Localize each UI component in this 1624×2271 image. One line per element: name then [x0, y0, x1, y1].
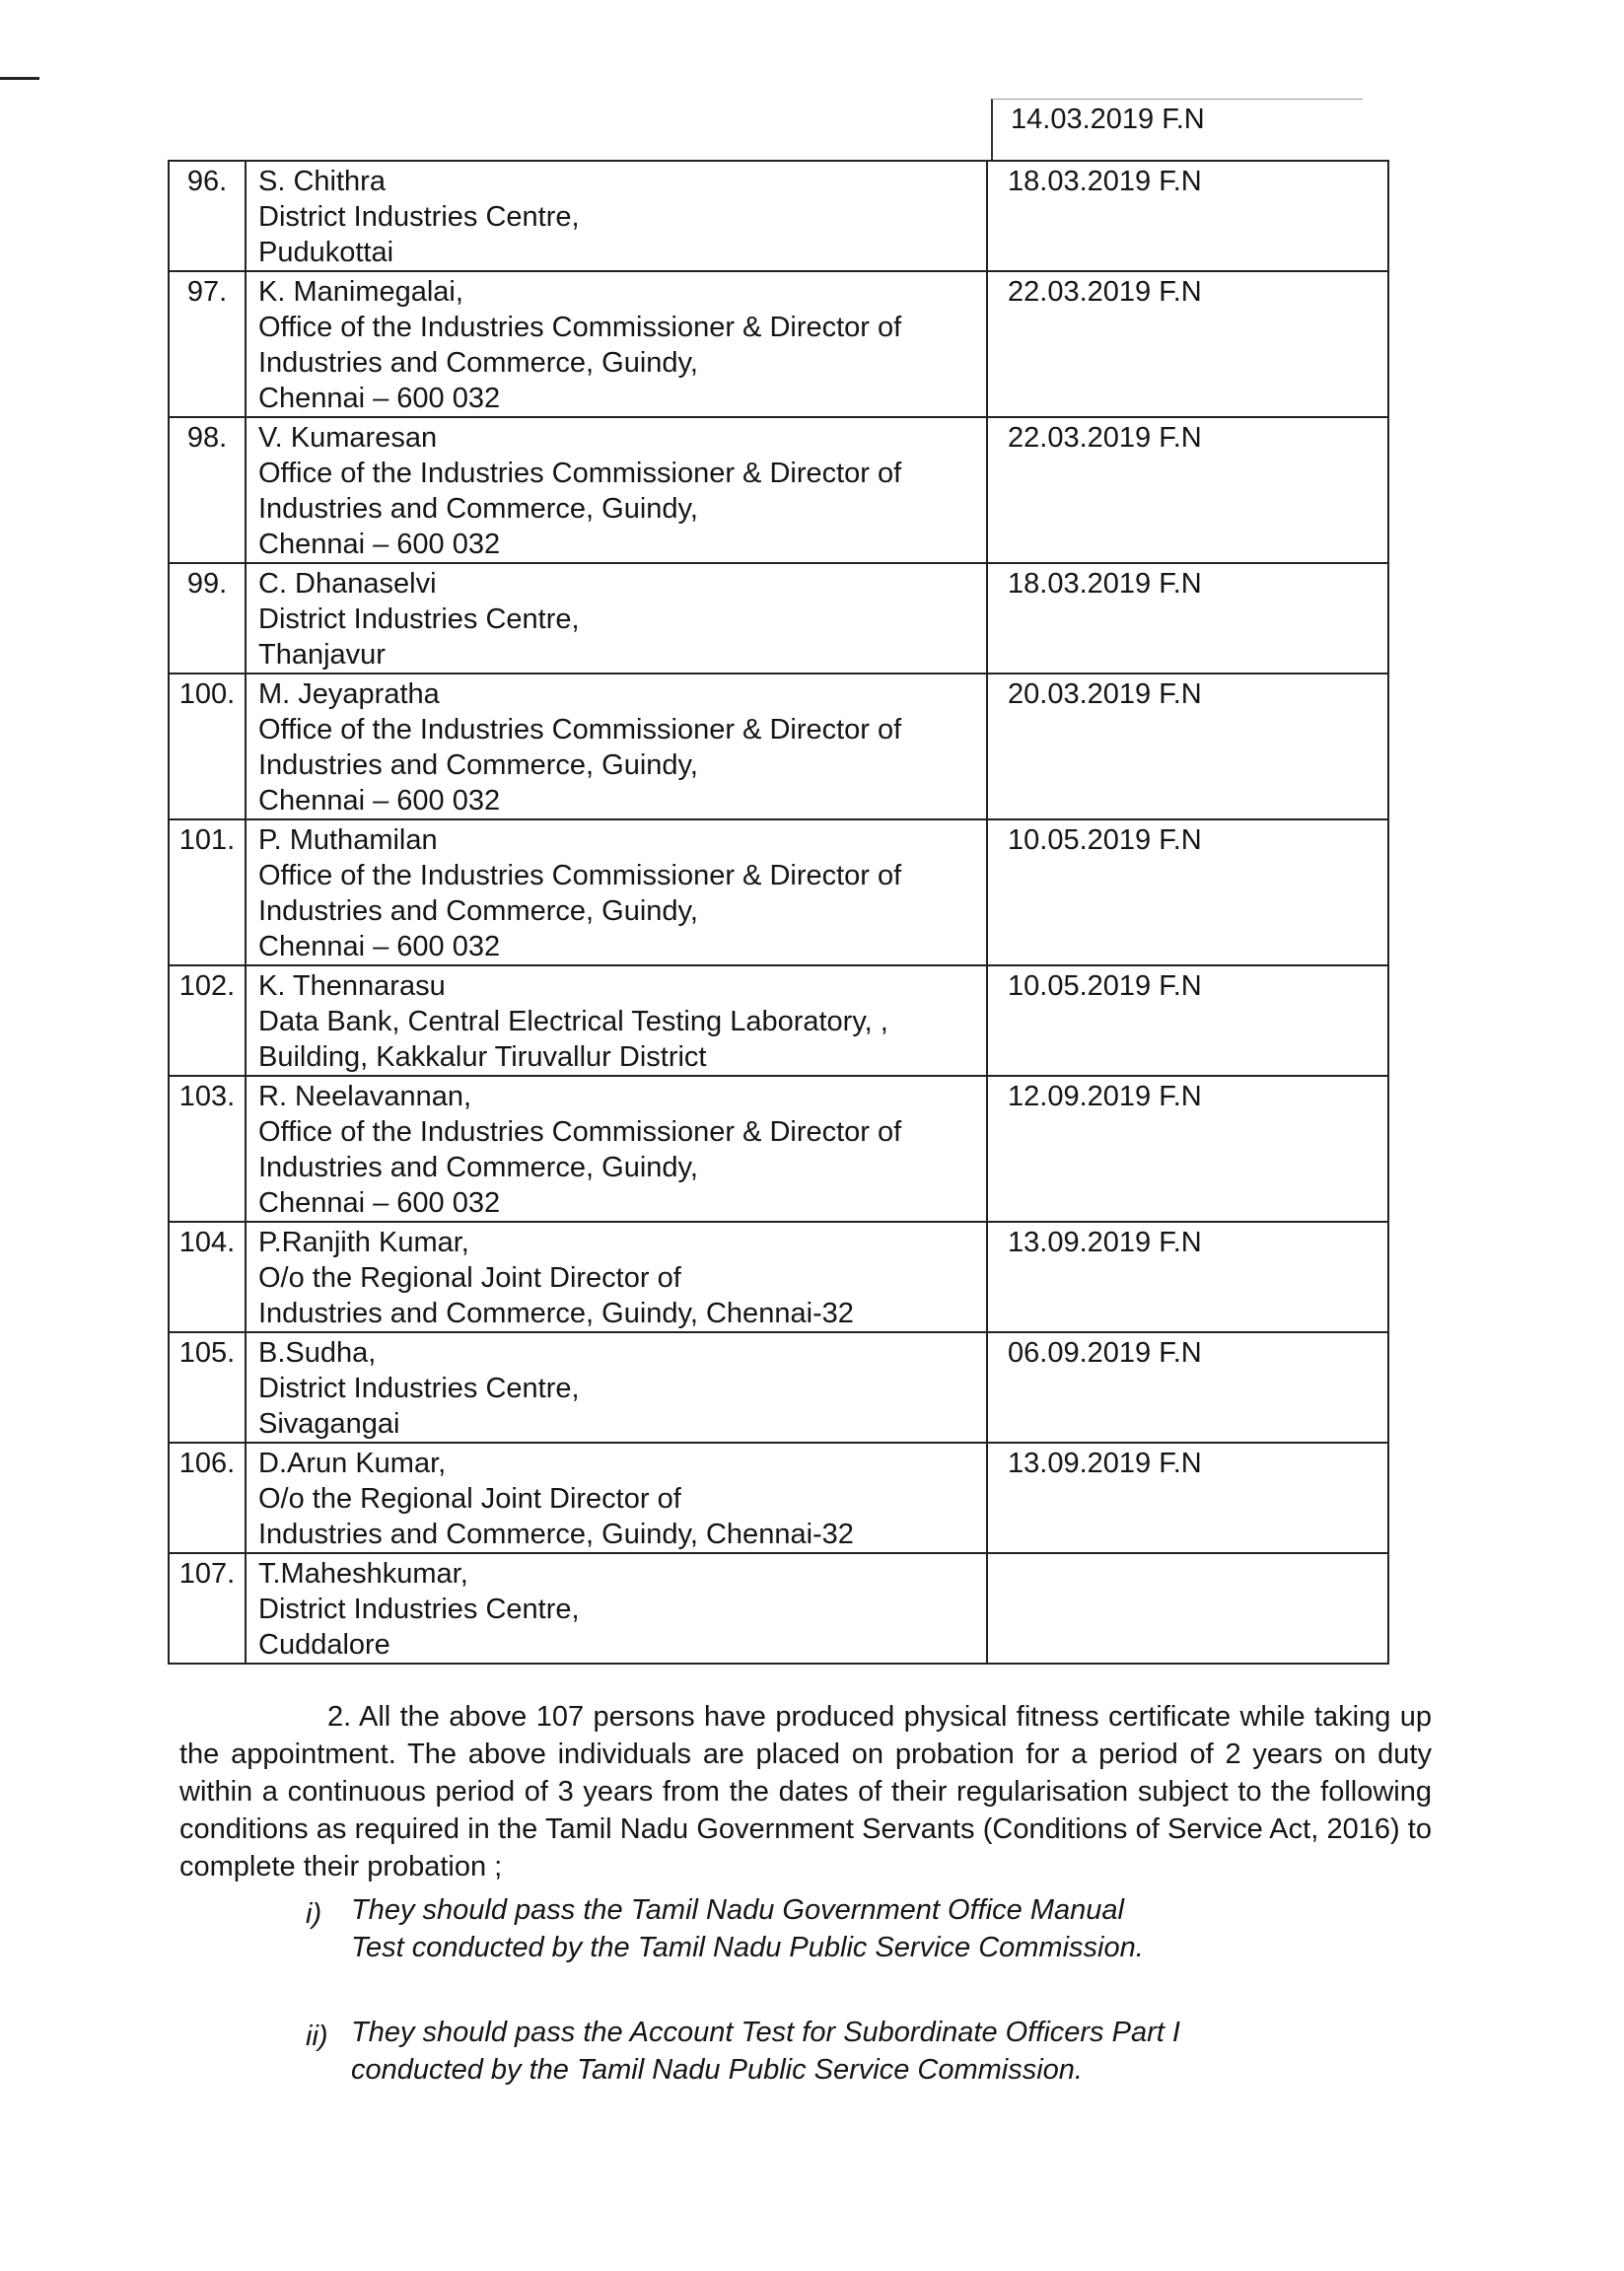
scan-mark: [0, 77, 39, 80]
table-row: [169, 1553, 1388, 1664]
name-address-cell: [246, 1076, 987, 1222]
address-line: Pudukottai: [258, 237, 394, 268]
address-line: District Industries Centre,: [258, 1373, 580, 1404]
address-line: Industries and Commerce, Guindy, Chennai-32: [258, 1519, 854, 1550]
table-row: [169, 563, 1388, 674]
person-name: P. Muthamilan: [258, 824, 438, 856]
person-name: D.Arun Kumar,: [258, 1448, 447, 1479]
address-line: Chennai – 600 032: [258, 785, 501, 816]
address-line: Cuddalore: [258, 1629, 390, 1661]
address-line: Industries and Commerce, Guindy, Chennai-32: [258, 1298, 854, 1329]
address-line: Thanjavur: [258, 639, 386, 671]
table-row: [169, 1222, 1388, 1332]
address-line: District Industries Centre,: [258, 603, 580, 635]
joining-date: 10.05.2019 F.N: [987, 965, 1388, 1076]
address-line: O/o the Regional Joint Director of: [258, 1262, 681, 1294]
serial-number: 107.: [169, 1553, 246, 1664]
name-address-cell: [246, 1332, 987, 1443]
table-row: [169, 417, 1388, 563]
person-name: S. Chithra: [258, 166, 386, 197]
address-line: Office of the Industries Commissioner & Director of: [258, 1116, 902, 1148]
name-address-cell: [246, 563, 987, 674]
roll-table-body: [169, 161, 1388, 1664]
person-name: V. Kumaresan: [258, 422, 438, 454]
paragraph-2: [179, 1698, 1432, 1885]
condition-marker: ii): [306, 2021, 328, 2052]
person-name: B.Sudha,: [258, 1337, 377, 1369]
address-line: Office of the Industries Commissioner & Director of: [258, 458, 902, 489]
joining-date: 12.09.2019 F.N: [987, 1076, 1388, 1222]
address-line: Industries and Commerce, Guindy,: [258, 749, 698, 781]
joining-date: 22.03.2019 F.N: [987, 271, 1388, 417]
address-line: Office of the Industries Commissioner & Director of: [258, 860, 902, 891]
serial-number: 99.: [169, 563, 246, 674]
table-row: [169, 1443, 1388, 1553]
serial-number: 100.: [169, 674, 246, 819]
table-row: [169, 161, 1388, 271]
joining-date: 10.05.2019 F.N: [987, 819, 1388, 965]
name-address-cell: [246, 965, 987, 1076]
name-address-cell: [246, 271, 987, 417]
person-name: P.Ranjith Kumar,: [258, 1227, 469, 1258]
serial-number: 101.: [169, 819, 246, 965]
paragraph-2-text: 2. All the above 107 persons have produced physical fitness certificate while taking up the appointment. The above individuals are placed on probation for a period of 2 years on duty within a continuous period of 3 years from the dates of their regularisation subject to the following conditions as required in the Tamil Nadu Government Servants (Conditions of Service Act, 2016) to complete their probation ;: [179, 1701, 1432, 1882]
condition-text-line-1: They should pass the Account Test for Subordinate Officers Part I: [351, 2017, 1180, 2048]
serial-number: 96.: [169, 161, 246, 271]
joining-date: 22.03.2019 F.N: [987, 417, 1388, 563]
condition-text-line-2: Test conducted by the Tamil Nadu Public Service Commission.: [351, 1932, 1144, 1963]
name-address-cell: [246, 674, 987, 819]
name-address-cell: [246, 819, 987, 965]
name-address-cell: [246, 417, 987, 563]
address-line: Industries and Commerce, Guindy,: [258, 895, 698, 927]
person-name: K. Thennarasu: [258, 970, 446, 1002]
address-line: Chennai – 600 032: [258, 383, 501, 414]
table-top-date-row: [168, 99, 1363, 160]
serial-number: 97.: [169, 271, 246, 417]
address-line: Industries and Commerce, Guindy,: [258, 493, 698, 525]
address-line: District Industries Centre,: [258, 201, 580, 233]
joining-date: [987, 1553, 1388, 1664]
address-line: Industries and Commerce, Guindy,: [258, 347, 698, 379]
serial-number: 102.: [169, 965, 246, 1076]
address-line: Chennai – 600 032: [258, 1187, 501, 1219]
address-line: Office of the Industries Commissioner & Director of: [258, 312, 902, 343]
joining-date: 13.09.2019 F.N: [987, 1222, 1388, 1332]
person-name: R. Neelavannan,: [258, 1081, 472, 1112]
address-line: Data Bank, Central Electrical Testing Laboratory, ,: [258, 1006, 888, 1037]
appointment-table: [168, 99, 1363, 1665]
roll-table: [168, 160, 1389, 1665]
address-line: Chennai – 600 032: [258, 529, 501, 560]
joining-date: 18.03.2019 F.N: [987, 161, 1388, 271]
name-address-cell: [246, 161, 987, 271]
name-address-cell: [246, 1553, 987, 1664]
top-date-cell: 14.03.2019 F.N: [991, 99, 1363, 160]
person-name: T.Maheshkumar,: [258, 1558, 468, 1590]
address-line: District Industries Centre,: [258, 1594, 580, 1625]
name-address-cell: [246, 1443, 987, 1553]
table-row: [169, 819, 1388, 965]
address-line: Building, Kakkalur Tiruvallur District: [258, 1041, 707, 1073]
serial-number: 98.: [169, 417, 246, 563]
address-line: Office of the Industries Commissioner & Director of: [258, 714, 902, 745]
person-name: K. Manimegalai,: [258, 276, 463, 308]
condition-text-line-2: conducted by the Tamil Nadu Public Service Commission.: [351, 2054, 1083, 2086]
condition-marker: i): [306, 1898, 322, 1930]
table-row: [169, 965, 1388, 1076]
serial-number: 105.: [169, 1332, 246, 1443]
name-address-cell: [246, 1222, 987, 1332]
person-name: M. Jeyapratha: [258, 678, 440, 710]
joining-date: 13.09.2019 F.N: [987, 1443, 1388, 1553]
joining-date: 18.03.2019 F.N: [987, 563, 1388, 674]
condition-text-line-1: They should pass the Tamil Nadu Government Office Manual: [351, 1894, 1124, 1926]
condition-i: [306, 1891, 1292, 1966]
condition-ii: [306, 2014, 1292, 2089]
address-line: O/o the Regional Joint Director of: [258, 1483, 681, 1515]
serial-number: 106.: [169, 1443, 246, 1553]
joining-date: 20.03.2019 F.N: [987, 674, 1388, 819]
serial-number: 104.: [169, 1222, 246, 1332]
person-name: C. Dhanaselvi: [258, 568, 437, 600]
table-row: [169, 1332, 1388, 1443]
table-row: [169, 1076, 1388, 1222]
serial-number: 103.: [169, 1076, 246, 1222]
table-row: [169, 271, 1388, 417]
address-line: Chennai – 600 032: [258, 931, 501, 962]
address-line: Sivagangai: [258, 1408, 400, 1440]
table-row: [169, 674, 1388, 819]
address-line: Industries and Commerce, Guindy,: [258, 1152, 698, 1183]
joining-date: 06.09.2019 F.N: [987, 1332, 1388, 1443]
